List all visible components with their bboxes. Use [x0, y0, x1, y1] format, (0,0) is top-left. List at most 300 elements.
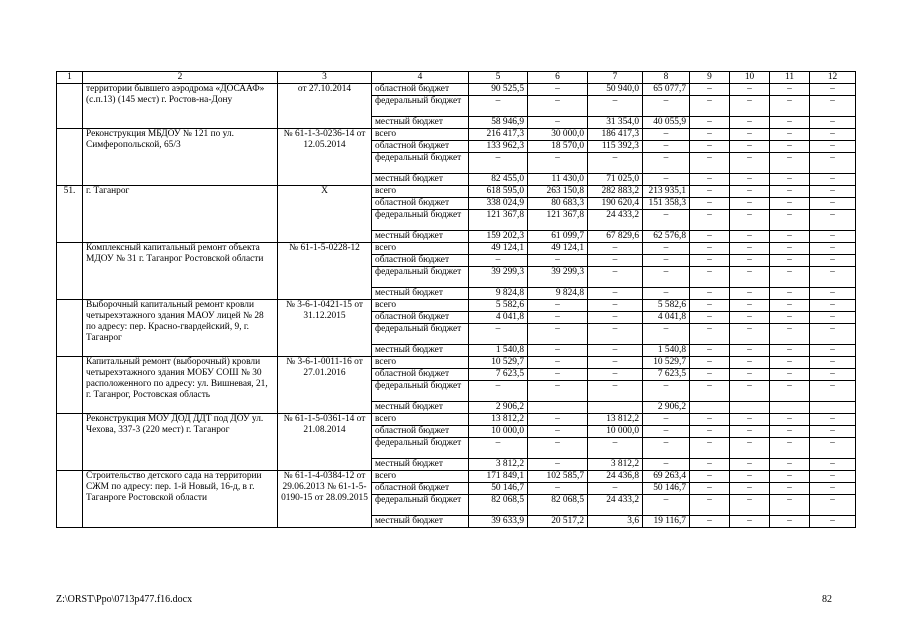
value-cell: – — [770, 174, 810, 186]
table-row — [57, 300, 856, 312]
value-cell: – — [643, 495, 690, 516]
document-ref: № 61-1-4-0384-12 от 29.06.2013 № 61-1-5-0190-15 от 28.09.2015 — [278, 471, 372, 528]
value-cell: – — [528, 414, 588, 426]
value-cell: – — [770, 84, 810, 96]
value-cell: – — [730, 153, 770, 174]
row-number — [57, 357, 83, 414]
footer-page-number: 82 — [822, 594, 832, 605]
value-cell: – — [730, 255, 770, 267]
value-cell: – — [770, 267, 810, 288]
value-cell: – — [690, 312, 730, 324]
value-cell: – — [643, 153, 690, 174]
value-cell: – — [588, 255, 643, 267]
value-cell: – — [588, 369, 643, 381]
value-cell: – — [643, 426, 690, 438]
value-cell: – — [810, 495, 856, 516]
value-cell: – — [730, 459, 770, 471]
value-cell: – — [588, 267, 643, 288]
object-name: Реконструкция МБДОУ № 121 по ул. Симферопольской, 65/3 — [83, 129, 278, 186]
value-cell: – — [588, 243, 643, 255]
value-cell: 213 935,1 — [643, 186, 690, 198]
value-cell: – — [643, 210, 690, 231]
value-cell: – — [730, 243, 770, 255]
value-cell: – — [730, 483, 770, 495]
value-cell: 10 000,0 — [469, 426, 528, 438]
value-cell: – — [730, 414, 770, 426]
footer-file-path: Z:\ORST\Ppo\0713p477.f16.docx — [56, 594, 193, 605]
value-cell: 65 077,7 — [643, 84, 690, 96]
value-cell — [588, 402, 643, 414]
value-cell: – — [690, 483, 730, 495]
value-cell: – — [810, 96, 856, 117]
value-cell: – — [528, 483, 588, 495]
value-cell: – — [770, 438, 810, 459]
value-cell: – — [770, 243, 810, 255]
document-ref: от 27.10.2014 — [278, 84, 372, 129]
value-cell: – — [810, 255, 856, 267]
object-name: Комплексный капитальный ремонт объекта МДОУ № 31 г. Таганрог Ростовской области — [83, 243, 278, 300]
table-row — [57, 186, 856, 198]
value-cell: – — [810, 174, 856, 186]
value-cell: – — [469, 255, 528, 267]
value-cell: 5 582,6 — [643, 300, 690, 312]
value-cell: – — [588, 96, 643, 117]
value-cell: – — [770, 471, 810, 483]
value-cell: – — [690, 198, 730, 210]
value-cell: – — [690, 438, 730, 459]
value-cell: 39 299,3 — [528, 267, 588, 288]
value-cell: – — [770, 255, 810, 267]
value-cell: 82 068,5 — [528, 495, 588, 516]
value-cell: – — [810, 231, 856, 243]
value-cell: – — [588, 381, 643, 402]
value-cell: – — [690, 153, 730, 174]
table-row — [57, 84, 856, 96]
value-cell: – — [690, 426, 730, 438]
value-cell: – — [810, 345, 856, 357]
value-cell: – — [690, 288, 730, 300]
funding-source: федеральный бюджет — [372, 381, 469, 402]
value-cell: – — [643, 174, 690, 186]
value-cell: – — [643, 288, 690, 300]
value-cell: 11 430,0 — [528, 174, 588, 186]
value-cell: 82 455,0 — [469, 174, 528, 186]
value-cell: – — [588, 300, 643, 312]
value-cell: 39 299,3 — [469, 267, 528, 288]
value-cell: – — [730, 345, 770, 357]
row-number — [57, 243, 83, 300]
value-cell: 50 146,7 — [469, 483, 528, 495]
document-ref: № 61-1-5-0228-12 — [278, 243, 372, 300]
value-cell: – — [810, 312, 856, 324]
value-cell: 2 906,2 — [643, 402, 690, 414]
funding-source: местный бюджет — [372, 402, 469, 414]
value-cell: – — [690, 459, 730, 471]
funding-source: областной бюджет — [372, 141, 469, 153]
row-number: 51. — [57, 186, 83, 243]
value-cell: – — [770, 300, 810, 312]
value-cell: 3 812,2 — [469, 459, 528, 471]
object-name: г. Таганрог — [83, 186, 278, 243]
value-cell: – — [730, 438, 770, 459]
value-cell: – — [690, 369, 730, 381]
funding-source: федеральный бюджет — [372, 210, 469, 231]
table-row — [57, 129, 856, 141]
value-cell: – — [643, 381, 690, 402]
funding-source: областной бюджет — [372, 483, 469, 495]
value-cell: – — [469, 438, 528, 459]
value-cell: – — [770, 198, 810, 210]
value-cell: – — [770, 312, 810, 324]
value-cell: 190 620,4 — [588, 198, 643, 210]
value-cell: – — [730, 369, 770, 381]
value-cell: – — [690, 174, 730, 186]
value-cell: – — [770, 357, 810, 369]
value-cell: – — [770, 516, 810, 528]
value-cell: 24 433,2 — [588, 495, 643, 516]
value-cell: – — [690, 357, 730, 369]
value-cell: – — [528, 369, 588, 381]
value-cell: – — [643, 267, 690, 288]
value-cell: – — [690, 141, 730, 153]
object-name: Капитальный ремонт (выборочный) кровли четырехэтажного здания МОБУ СОШ № 30 расположенного по адресу: ул. Вишневая, 21, г. Таганрог, Ростовская область — [83, 357, 278, 414]
value-cell: – — [469, 153, 528, 174]
column-header: 8 — [643, 72, 690, 84]
value-cell: – — [810, 153, 856, 174]
document-ref: № 3-6-1-0421-15 от 31.12.2015 — [278, 300, 372, 357]
value-cell: – — [730, 186, 770, 198]
value-cell: – — [643, 459, 690, 471]
funding-source: федеральный бюджет — [372, 96, 469, 117]
value-cell: 5 582,6 — [469, 300, 528, 312]
row-number — [57, 84, 83, 129]
value-cell: 3,6 — [588, 516, 643, 528]
value-cell: – — [690, 471, 730, 483]
value-cell: – — [810, 357, 856, 369]
value-cell: – — [730, 288, 770, 300]
value-cell: 69 263,4 — [643, 471, 690, 483]
value-cell: 13 812,2 — [469, 414, 528, 426]
table-row — [57, 414, 856, 426]
funding-source: федеральный бюджет — [372, 495, 469, 516]
value-cell: – — [730, 381, 770, 402]
value-cell: – — [770, 324, 810, 345]
row-number — [57, 414, 83, 471]
column-header: 10 — [730, 72, 770, 84]
value-cell: 10 529,7 — [469, 357, 528, 369]
value-cell: – — [528, 84, 588, 96]
value-cell: 82 068,5 — [469, 495, 528, 516]
budget-table — [56, 71, 856, 528]
value-cell: – — [730, 96, 770, 117]
funding-source: федеральный бюджет — [372, 153, 469, 174]
funding-source: местный бюджет — [372, 345, 469, 357]
table-row — [57, 357, 856, 369]
value-cell: – — [730, 198, 770, 210]
value-cell: – — [588, 345, 643, 357]
value-cell: – — [770, 186, 810, 198]
value-cell: 9 824,8 — [528, 288, 588, 300]
value-cell: 263 150,8 — [528, 186, 588, 198]
value-cell: – — [810, 459, 856, 471]
value-cell: – — [730, 312, 770, 324]
value-cell: – — [690, 243, 730, 255]
value-cell: – — [770, 117, 810, 129]
value-cell: – — [730, 210, 770, 231]
value-cell: – — [528, 153, 588, 174]
column-header: 9 — [690, 72, 730, 84]
value-cell: 282 883,2 — [588, 186, 643, 198]
value-cell: – — [770, 459, 810, 471]
value-cell: – — [730, 357, 770, 369]
value-cell: 618 595,0 — [469, 186, 528, 198]
value-cell: 4 041,8 — [469, 312, 528, 324]
object-name: территории бывшего аэродрома «ДОСААФ» (с.п.13) (145 мест) г. Ростов-на-Дону — [83, 84, 278, 129]
object-name: Реконструкция МОУ ДОД ДДТ под ДОУ ул. Чехова, 337-3 (220 мест) г. Таганрог — [83, 414, 278, 471]
value-cell: 49 124,1 — [469, 243, 528, 255]
value-cell: – — [770, 345, 810, 357]
object-name: Строительство детского сада на территории СЖМ по адресу: пер. 1-й Новый, 16-д, в г. Таганроге Ростовской области — [83, 471, 278, 528]
value-cell: – — [469, 324, 528, 345]
value-cell: 30 000,0 — [528, 129, 588, 141]
value-cell: 50 146,7 — [643, 483, 690, 495]
value-cell: – — [690, 129, 730, 141]
value-cell: 10 529,7 — [643, 357, 690, 369]
value-cell: – — [770, 288, 810, 300]
value-cell: 80 683,3 — [528, 198, 588, 210]
column-header: 1 — [57, 72, 83, 84]
value-cell: – — [730, 267, 770, 288]
value-cell: – — [528, 255, 588, 267]
value-cell: 121 367,8 — [469, 210, 528, 231]
value-cell: 159 202,3 — [469, 231, 528, 243]
value-cell: – — [770, 141, 810, 153]
value-cell: 20 517,2 — [528, 516, 588, 528]
value-cell: – — [770, 210, 810, 231]
value-cell: – — [643, 243, 690, 255]
funding-source: областной бюджет — [372, 84, 469, 96]
value-cell: 7 623,5 — [469, 369, 528, 381]
value-cell — [690, 402, 730, 414]
value-cell: – — [730, 141, 770, 153]
value-cell: 186 417,3 — [588, 129, 643, 141]
value-cell: – — [730, 84, 770, 96]
value-cell: – — [528, 438, 588, 459]
value-cell: 10 000,0 — [588, 426, 643, 438]
funding-source: всего — [372, 357, 469, 369]
value-cell: 49 124,1 — [528, 243, 588, 255]
value-cell: – — [810, 267, 856, 288]
value-cell: – — [690, 414, 730, 426]
header-row — [57, 72, 856, 84]
value-cell: – — [528, 312, 588, 324]
value-cell: – — [810, 288, 856, 300]
value-cell: – — [588, 324, 643, 345]
column-header: 6 — [528, 72, 588, 84]
document-ref: № 61-1-5-0361-14 от 21.08.2014 — [278, 414, 372, 471]
value-cell: – — [528, 426, 588, 438]
value-cell: – — [730, 231, 770, 243]
value-cell: – — [810, 141, 856, 153]
funding-source: всего — [372, 129, 469, 141]
value-cell: – — [528, 357, 588, 369]
funding-source: областной бюджет — [372, 426, 469, 438]
value-cell: – — [770, 381, 810, 402]
column-header: 4 — [372, 72, 469, 84]
value-cell: – — [528, 324, 588, 345]
value-cell: – — [730, 516, 770, 528]
funding-source: местный бюджет — [372, 231, 469, 243]
funding-source: областной бюджет — [372, 369, 469, 381]
value-cell: – — [810, 117, 856, 129]
value-cell: – — [588, 438, 643, 459]
value-cell: – — [770, 96, 810, 117]
funding-source: местный бюджет — [372, 288, 469, 300]
column-header: 5 — [469, 72, 528, 84]
value-cell: – — [643, 141, 690, 153]
value-cell: – — [690, 345, 730, 357]
value-cell: – — [730, 471, 770, 483]
column-header: 7 — [588, 72, 643, 84]
value-cell: – — [690, 255, 730, 267]
value-cell: 18 570,0 — [528, 141, 588, 153]
column-header: 2 — [83, 72, 278, 84]
row-number — [57, 129, 83, 186]
value-cell: – — [690, 186, 730, 198]
table-row — [57, 243, 856, 255]
value-cell: – — [643, 255, 690, 267]
value-cell: – — [810, 483, 856, 495]
value-cell: – — [643, 324, 690, 345]
value-cell: – — [730, 174, 770, 186]
value-cell: 171 849,1 — [469, 471, 528, 483]
value-cell: – — [770, 426, 810, 438]
value-cell: – — [528, 300, 588, 312]
value-cell: – — [690, 231, 730, 243]
value-cell: – — [643, 129, 690, 141]
value-cell: 7 623,5 — [643, 369, 690, 381]
value-cell: – — [810, 438, 856, 459]
value-cell: – — [770, 483, 810, 495]
value-cell: – — [810, 324, 856, 345]
value-cell: 58 946,9 — [469, 117, 528, 129]
value-cell: – — [810, 210, 856, 231]
funding-source: федеральный бюджет — [372, 324, 469, 345]
value-cell: – — [528, 459, 588, 471]
document-ref: Х — [278, 186, 372, 243]
funding-source: областной бюджет — [372, 312, 469, 324]
value-cell: 39 633,9 — [469, 516, 528, 528]
value-cell: – — [730, 300, 770, 312]
funding-source: федеральный бюджет — [372, 438, 469, 459]
value-cell: – — [528, 96, 588, 117]
value-cell: 50 940,0 — [588, 84, 643, 96]
value-cell: 62 576,8 — [643, 231, 690, 243]
value-cell: – — [770, 231, 810, 243]
value-cell: – — [810, 186, 856, 198]
value-cell: – — [643, 438, 690, 459]
value-cell: – — [730, 495, 770, 516]
funding-source: областной бюджет — [372, 198, 469, 210]
row-number — [57, 471, 83, 528]
value-cell: – — [469, 381, 528, 402]
value-cell: 61 099,7 — [528, 231, 588, 243]
value-cell: – — [810, 243, 856, 255]
value-cell: – — [730, 129, 770, 141]
value-cell: 102 585,7 — [528, 471, 588, 483]
value-cell: – — [810, 414, 856, 426]
value-cell: – — [770, 129, 810, 141]
value-cell: 13 812,2 — [588, 414, 643, 426]
value-cell — [528, 402, 588, 414]
value-cell: – — [588, 357, 643, 369]
object-name: Выборочный капитальный ремонт кровли четырехэтажного здания МАОУ лицей № 28 по адресу: пер. Красно-гвардейский, 9, г. Таганрог — [83, 300, 278, 357]
value-cell: – — [810, 369, 856, 381]
value-cell: – — [690, 117, 730, 129]
value-cell: – — [643, 414, 690, 426]
value-cell: 19 116,7 — [643, 516, 690, 528]
value-cell: – — [690, 324, 730, 345]
value-cell: – — [810, 129, 856, 141]
value-cell: 115 392,3 — [588, 141, 643, 153]
value-cell: 1 540,8 — [643, 345, 690, 357]
value-cell — [810, 402, 856, 414]
value-cell: – — [730, 426, 770, 438]
value-cell: – — [810, 426, 856, 438]
value-cell: 71 025,0 — [588, 174, 643, 186]
funding-source: местный бюджет — [372, 459, 469, 471]
value-cell: – — [528, 117, 588, 129]
value-cell: 40 055,9 — [643, 117, 690, 129]
funding-source: федеральный бюджет — [372, 267, 469, 288]
value-cell: – — [730, 117, 770, 129]
value-cell: 31 354,0 — [588, 117, 643, 129]
table-row — [57, 471, 856, 483]
value-cell: 3 812,2 — [588, 459, 643, 471]
value-cell: 2 906,2 — [469, 402, 528, 414]
value-cell: – — [690, 210, 730, 231]
value-cell: – — [588, 288, 643, 300]
funding-source: всего — [372, 471, 469, 483]
value-cell: – — [770, 414, 810, 426]
value-cell: – — [690, 84, 730, 96]
value-cell: – — [588, 483, 643, 495]
value-cell: 24 436,8 — [588, 471, 643, 483]
value-cell: 67 829,6 — [588, 231, 643, 243]
value-cell: – — [810, 198, 856, 210]
value-cell: – — [643, 96, 690, 117]
value-cell: 90 525,5 — [469, 84, 528, 96]
column-header: 12 — [810, 72, 856, 84]
value-cell: 338 024,9 — [469, 198, 528, 210]
value-cell: 9 824,8 — [469, 288, 528, 300]
value-cell: 121 367,8 — [528, 210, 588, 231]
funding-source: местный бюджет — [372, 516, 469, 528]
value-cell: 216 417,3 — [469, 129, 528, 141]
value-cell: – — [588, 153, 643, 174]
value-cell: – — [690, 267, 730, 288]
value-cell — [730, 402, 770, 414]
value-cell: – — [528, 381, 588, 402]
value-cell: 133 962,3 — [469, 141, 528, 153]
value-cell: – — [770, 495, 810, 516]
value-cell: – — [730, 324, 770, 345]
funding-source: всего — [372, 414, 469, 426]
value-cell: 1 540,8 — [469, 345, 528, 357]
funding-source: областной бюджет — [372, 255, 469, 267]
funding-source: всего — [372, 243, 469, 255]
row-number — [57, 300, 83, 357]
